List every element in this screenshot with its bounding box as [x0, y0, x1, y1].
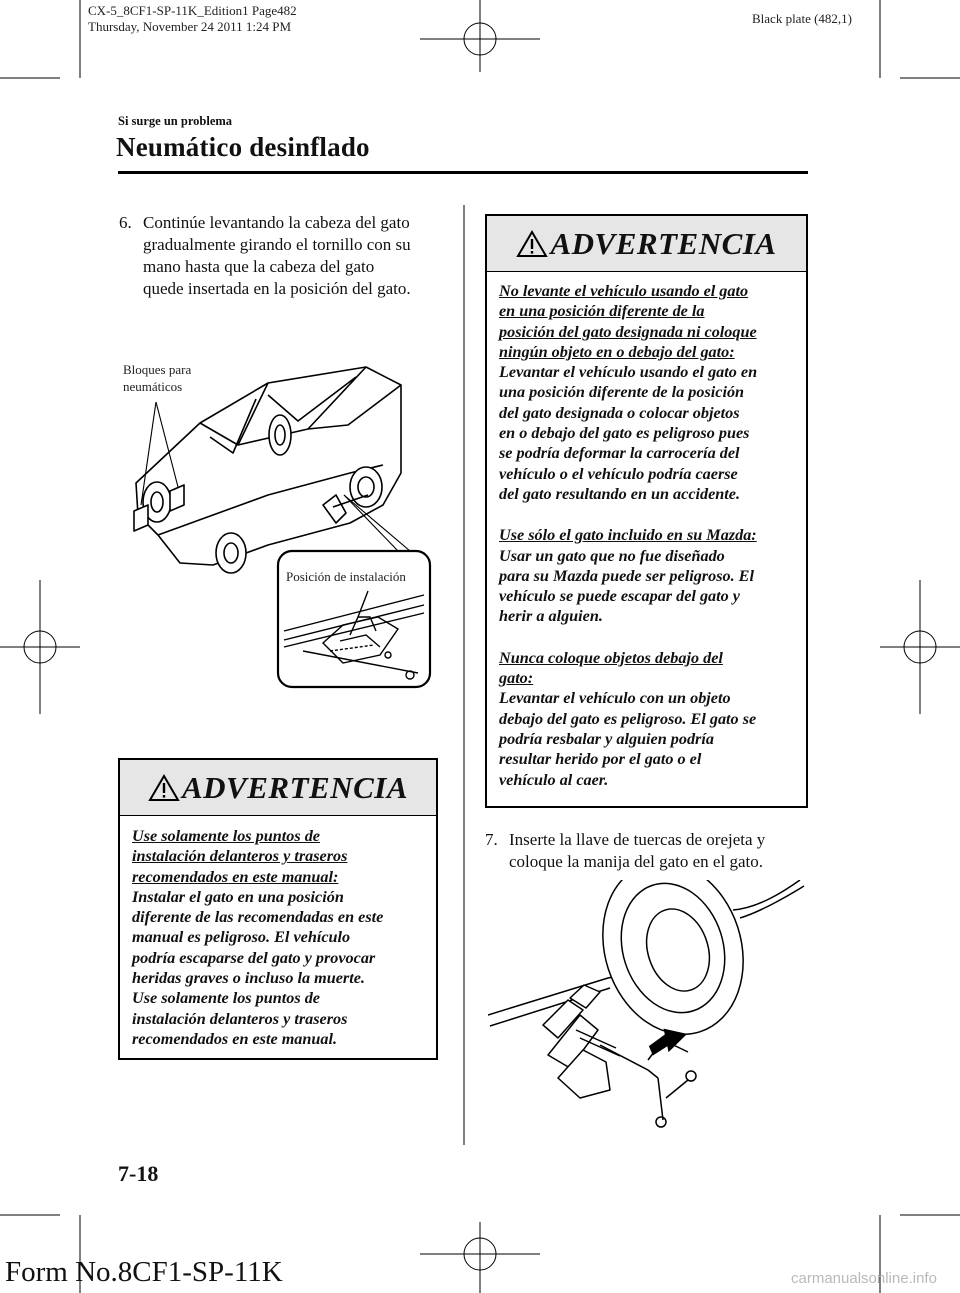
warning-title: ADVERTENCIA	[550, 225, 777, 261]
warning-body: No levante el vehículo usando el gato en una posición diferente de la posición del gato designada ni coloque ningún objeto en o debajo del gato: Levantar el vehículo usando el gato en una posición diferente de la posición del gato designada o colocar objetos en o debajo del gato es peligroso pues se podría deformar la carrocería del vehículo o el vehículo podría caerse del gato resultando en un accidente. Use sólo el gato incluido en su Mazda: Usar un gato que no fue diseñado para su Mazda puede ser peligroso. El vehículo se puede escapar del gato y herir a alguien. Nunca coloque objetos debajo del gato: Levantar el vehículo con un objeto debajo del gato es peligroso. El gato se podría resbalar y alguien podría resultar herido por el gato o el vehículo al caer.	[499, 282, 758, 789]
car-jack-illustration	[118, 355, 438, 695]
step-6-line: gradualmente girando el tornillo con su	[143, 235, 411, 254]
print-plate: Black plate (482,1)	[752, 11, 852, 26]
step-6-number: 6.	[119, 213, 132, 232]
section-label: Si surge un problema	[118, 114, 233, 128]
warning-box-left	[118, 758, 438, 1060]
print-date-line: Thursday, November 24 2011 1:24 PM	[88, 19, 292, 34]
warning-triangle-icon	[148, 774, 180, 802]
step-7-line: coloque la manija del gato en el gato.	[509, 852, 763, 871]
step-7-line: Inserte la llave de tuercas de orejeta y	[509, 830, 766, 849]
step-6-line: mano hasta que la cabeza del gato	[143, 257, 375, 276]
label-installation-position: Posición de instalación	[286, 569, 406, 584]
warning-triangle-icon	[516, 230, 548, 258]
warning-box-right	[485, 214, 808, 808]
page-title: Neumático desinflado	[116, 132, 370, 162]
warning-body: Use solamente los puntos de instalación delanteros y traseros recomendados en este manual: Instalar el gato en una posición diferente de las recomendadas en este manual es peligroso. El vehículo podría escaparse del gato y provocar heridas graves o incluso la muerte. Use solamente los puntos de instalación delanteros y traseros recomendados en este manual.	[132, 827, 384, 1048]
step-7	[485, 829, 815, 873]
label-tire-blocks: Bloques para neumáticos	[123, 362, 192, 394]
title-rule	[118, 171, 808, 174]
form-number: Form No.8CF1-SP-11K	[5, 1256, 283, 1288]
jack-handle-illustration	[488, 880, 808, 1140]
warning-header	[120, 760, 436, 816]
warning-header	[487, 216, 806, 272]
watermark: carmanualsonline.info	[791, 1270, 937, 1287]
print-file-line: CX-5_8CF1-SP-11K_Edition1 Page482	[88, 3, 297, 18]
step-6-line: Continúe levantando la cabeza del gato	[143, 213, 410, 232]
step-6-line: quede insertada en la posición del gato.	[143, 279, 411, 298]
step-7-number: 7.	[485, 830, 498, 849]
warning-title: ADVERTENCIA	[181, 769, 408, 805]
step-6	[119, 212, 449, 300]
page-number: 7-18	[118, 1161, 159, 1186]
